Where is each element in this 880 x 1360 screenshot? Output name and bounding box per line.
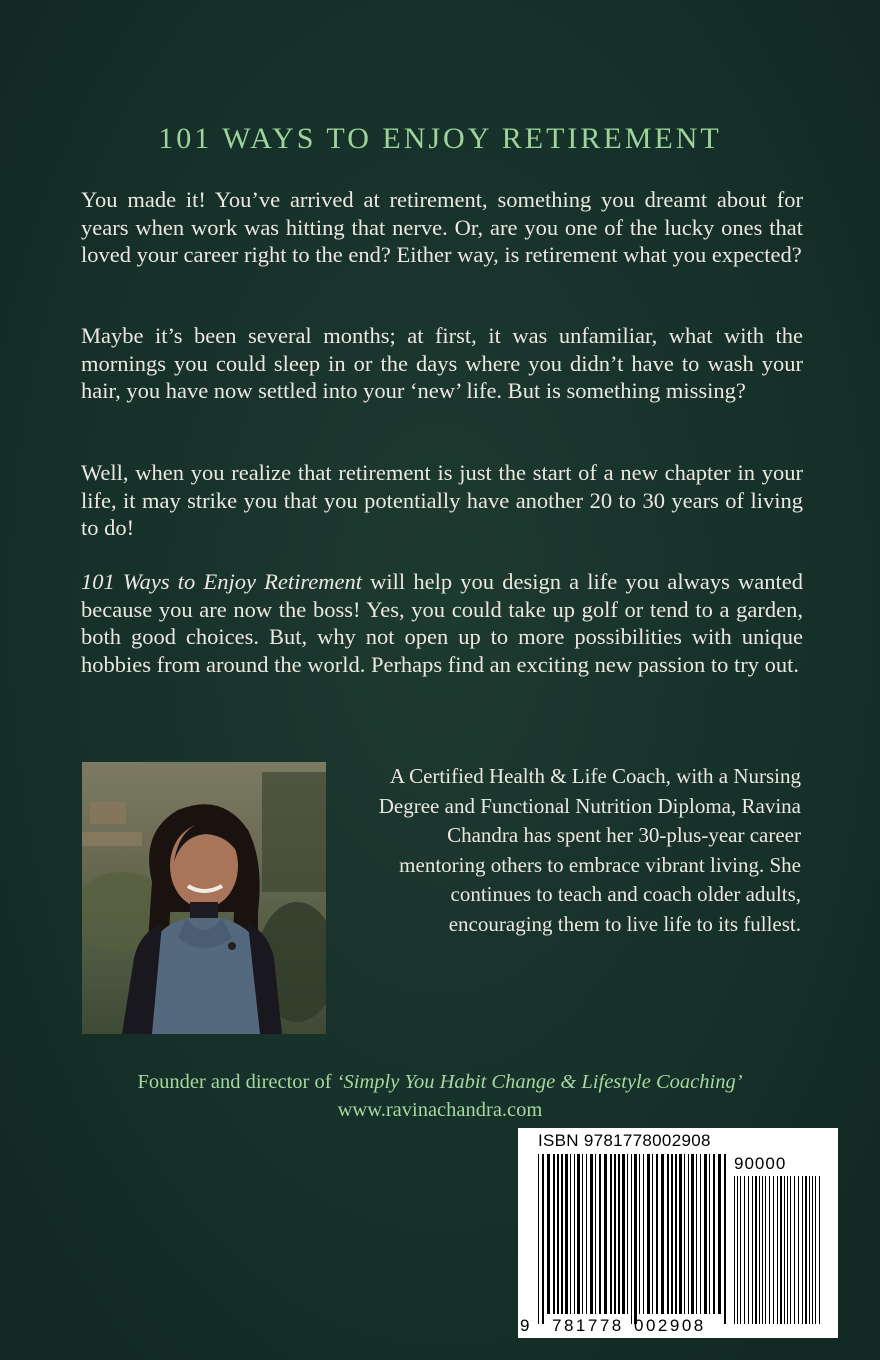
barcode-bar	[647, 1154, 650, 1314]
barcode-first-digit: 9	[520, 1316, 530, 1335]
barcode-bar	[561, 1154, 563, 1314]
barcode-bar	[553, 1154, 555, 1314]
barcode-bar	[773, 1176, 774, 1324]
barcode-bar	[700, 1154, 701, 1314]
barcode-bar	[734, 1176, 735, 1324]
barcode-bar	[819, 1176, 820, 1324]
barcode-bar	[614, 1154, 616, 1314]
barcode-bar	[590, 1154, 593, 1314]
barcode-bar	[713, 1154, 715, 1314]
barcode-bar	[740, 1176, 741, 1324]
barcode-bar	[599, 1154, 601, 1314]
website-url: www.ravinachandra.com	[337, 1099, 543, 1121]
barcode-bar	[744, 1176, 745, 1324]
barcode-bar	[604, 1154, 607, 1314]
ean-barcode-bars	[538, 1154, 728, 1324]
barcode-bar	[737, 1176, 738, 1324]
blurb-paragraph-2: Maybe it’s been several months; at first, it was unfamiliar, what with the mornings you could sleep in or the days where you didn’t have to wash your hair, you have now settled into your ‘new’ life. But is something missing?	[81, 323, 803, 403]
founder-prefix: Founder and director of	[137, 1071, 337, 1093]
barcode-bar	[634, 1154, 637, 1324]
barcode-bar	[577, 1154, 580, 1314]
barcode-bar	[618, 1154, 620, 1314]
price-code: 90000	[734, 1154, 787, 1173]
company-name: ‘Simply You Habit Change & Lifestyle Coaching’	[336, 1071, 743, 1093]
barcode-bar	[805, 1176, 807, 1324]
author-photo	[82, 762, 326, 1034]
barcode-bar	[679, 1154, 682, 1314]
barcode-bar	[718, 1154, 721, 1314]
barcode-bar	[709, 1154, 710, 1314]
barcode-bar	[582, 1154, 583, 1314]
barcode-bar	[667, 1154, 669, 1314]
barcode-bar	[652, 1154, 653, 1314]
book-title: 101 WAYS TO ENJOY RETIREMENT	[158, 122, 722, 155]
barcode-bar	[622, 1154, 625, 1314]
blurb-paragraph-3: Well, when you realize that retirement is just the start of a new chapter in your life, it may strike you that you potentially have another 20 to 30 years of living to do!	[81, 460, 803, 540]
addon-barcode-bars	[734, 1176, 824, 1324]
barcode-bar	[752, 1176, 753, 1324]
barcode-bar	[777, 1176, 778, 1324]
barcode-bar	[557, 1154, 559, 1314]
barcode-bar	[759, 1176, 760, 1324]
barcode-bar	[802, 1176, 803, 1324]
barcode-bar	[586, 1154, 587, 1314]
barcode-bar	[538, 1154, 539, 1324]
barcode-bar	[798, 1176, 799, 1324]
barcode-bar	[570, 1154, 571, 1314]
barcode-bar	[794, 1176, 795, 1324]
author-portrait-illustration	[82, 762, 326, 1034]
barcode-bar	[639, 1154, 640, 1314]
barcode-bar	[790, 1176, 791, 1324]
barcode-bar	[684, 1154, 685, 1314]
barcode-bar	[631, 1154, 632, 1324]
barcode-bar	[815, 1176, 816, 1324]
barcode-bar	[688, 1154, 689, 1314]
isbn-label: ISBN 9781778002908	[538, 1131, 711, 1150]
barcode-bar	[787, 1176, 788, 1324]
barcode-bar	[769, 1176, 770, 1324]
barcode-bar	[696, 1154, 697, 1314]
barcode-bar	[627, 1154, 628, 1314]
barcode-bar	[780, 1176, 782, 1324]
barcode-right-digits: 002908	[634, 1316, 706, 1335]
barcode-bar	[675, 1154, 677, 1314]
barcode-bar	[812, 1176, 813, 1324]
barcode-bar	[724, 1154, 726, 1324]
barcode-bar	[610, 1154, 612, 1314]
barcode-bar	[643, 1154, 644, 1314]
barcode-bar	[547, 1154, 550, 1314]
author-bio: A Certified Health & Life Coach, with a Nursing Degree and Functional Nutrition Diploma, Ravina Chandra has spent her 30-plus-year career mentoring others to embrace vibrant living. She continues to teach and coach older adults, encouraging them to live life to its fullest.	[378, 764, 801, 936]
isbn-barcode	[518, 1128, 838, 1338]
barcode-bar	[784, 1176, 785, 1324]
barcode-bar	[661, 1154, 664, 1314]
barcode-bar	[542, 1154, 544, 1324]
founder-line	[0, 1068, 880, 1096]
barcode-bar	[765, 1176, 766, 1324]
barcode-left-digits: 781778	[552, 1316, 624, 1335]
blurb-paragraph-4-text: will help you design a life you always wanted because you are now the boss! Yes, you could take up golf or tend to a garden, both good choices. But, why not open up to more possibilities with unique hobbies from around the world. Perhaps find an exciting new passion to try out.	[81, 569, 804, 677]
barcode-bar	[565, 1154, 568, 1314]
barcode-bar	[595, 1154, 596, 1314]
barcode-bar	[762, 1176, 763, 1324]
barcode-bar	[809, 1176, 810, 1324]
book-title-italic: 101 Ways to Enjoy Retirement	[81, 569, 362, 594]
blurb-paragraph-1: You made it! You’ve arrived at retirement, something you dreamt about for years when work was hitting that nerve. Or, are you one of the lucky ones that loved your career right to the end? Either way, is retirement what you expected?	[81, 187, 803, 267]
barcode-bar	[748, 1176, 749, 1324]
barcode-bar	[755, 1176, 757, 1324]
barcode-bar	[691, 1154, 694, 1314]
barcode-bar	[671, 1154, 673, 1314]
barcode-bar	[704, 1154, 707, 1314]
barcode-bar	[574, 1154, 575, 1314]
blurb-paragraph-4	[81, 568, 803, 678]
barcode-bar	[656, 1154, 658, 1314]
